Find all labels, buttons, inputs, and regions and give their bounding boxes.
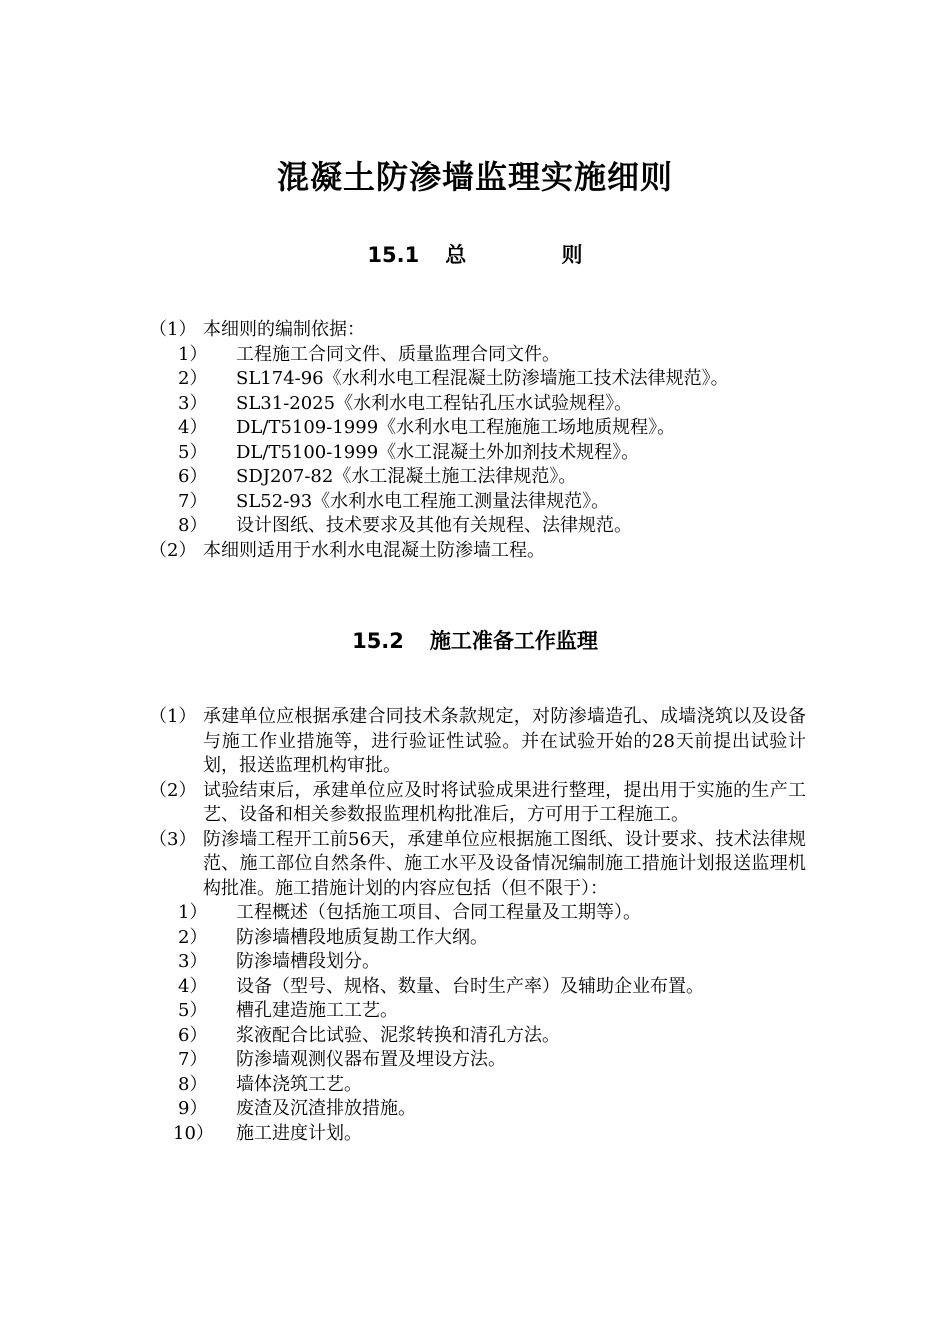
paragraph	[0, 539, 806, 564]
list-item-number: 1）	[178, 902, 208, 923]
list-item-text: 防渗墙槽段划分。	[236, 951, 380, 972]
list-item	[0, 1097, 806, 1122]
list-item-number: 2）	[178, 926, 208, 948]
list-item-text: 设计图纸、技术要求及其他有关规程、法律规范。	[236, 515, 632, 536]
list-item-number: 5）	[178, 441, 208, 463]
paragraph-number: （3）	[149, 828, 197, 850]
list-item-text: SDJ207-82《水工混凝土施工法律规范》。	[236, 466, 577, 487]
paragraph-text: 本细则适用于水利水电混凝土防渗墙工程。	[203, 539, 545, 561]
list-item	[0, 392, 806, 417]
list-item-text: 浆液配合比试验、泥浆转换和清孔方法。	[236, 1024, 560, 1046]
list-item-text: SL52-93《水利水电工程施工测量法律规范》。	[236, 490, 610, 512]
list-item-number: 6）	[178, 1024, 208, 1046]
paragraph	[0, 705, 806, 779]
paragraph-number: （2）	[149, 779, 197, 801]
list-item	[0, 490, 806, 515]
list-item	[0, 367, 806, 392]
list-item	[0, 343, 806, 368]
section-title: 总 则	[445, 243, 627, 267]
list-item-text: 废渣及沉渣排放措施。	[236, 1098, 416, 1119]
list-item-text: 防渗墙槽段地质复勘工作大纲。	[236, 926, 488, 948]
paragraph-text: 试验结束后，承建单位应及时将试验成果进行整理，提出用于实施的生产工艺、设备和相关参数报监理机构批准后，方可用于工程施工。	[203, 779, 806, 825]
list-item	[0, 950, 806, 975]
list-item-number: 6）	[178, 466, 208, 487]
list-item-number: 1）	[178, 343, 208, 365]
section-title: 施工准备工作监理	[429, 629, 598, 653]
list-item	[0, 441, 806, 466]
list-item	[0, 1024, 806, 1049]
section-number: 15.1	[367, 243, 420, 267]
list-item	[0, 1122, 806, 1147]
list-item-text: 施工进度计划。	[236, 1122, 362, 1144]
list-item	[0, 901, 806, 926]
list-item-text: DL/T5100-1999《水工混凝土外加剂技术规程》。	[236, 441, 640, 463]
list-item-number: 4）	[178, 417, 208, 438]
list-item-number: 3）	[178, 392, 208, 414]
list-item-text: SL31-2025《水利水电工程钻孔压水试验规程》。	[236, 392, 633, 414]
list-item	[0, 465, 806, 490]
list-item-number: 2）	[178, 368, 208, 389]
section-body-preparation	[0, 705, 950, 1146]
list-item-text: 工程施工合同文件、质量监理合同文件。	[236, 343, 560, 365]
list-item	[0, 1048, 806, 1073]
list-item-text: 工程概述（包括施工项目、合同工程量及工期等）。	[236, 902, 641, 923]
paragraph-number: （2）	[149, 539, 197, 561]
list-item-number: 4）	[178, 975, 208, 997]
list-item-number: 3）	[178, 951, 208, 972]
list-item-number: 5）	[178, 1000, 208, 1021]
list-item-number: 7）	[178, 490, 208, 512]
paragraph	[0, 779, 806, 828]
paragraph-number: （1）	[149, 706, 197, 727]
paragraph-text: 防渗墙工程开工前56天，承建单位应根据施工图纸、设计要求、技术法律规范、施工部位自然条件、施工水平及设备情况编制施工措施计划报送监理机构批准。施工措施计划的内容应包括（但不限于）：	[203, 828, 806, 899]
list-item	[0, 1073, 806, 1098]
paragraph-text: 本细则的编制依据：	[203, 319, 365, 340]
section-heading-general	[0, 239, 950, 269]
section-body-general	[0, 318, 950, 563]
section-number: 15.2	[352, 629, 404, 653]
list-item-number: 10）	[173, 1122, 214, 1144]
section-heading-preparation	[0, 625, 950, 655]
list-item-text: 设备（型号、规格、数量、台时生产率）及辅助企业布置。	[236, 975, 704, 997]
list-item	[0, 975, 806, 1000]
list-item-text: DL/T5109-1999《水利水电工程施施工场地质规程》。	[236, 417, 676, 438]
list-item-number: 8）	[178, 1073, 208, 1095]
paragraph	[0, 828, 806, 902]
list-item	[0, 926, 806, 951]
paragraph-number: （1）	[149, 319, 197, 340]
list-item-number: 7）	[178, 1049, 208, 1070]
list-item-text: SL174-96《水利水电工程混凝土防渗墙施工技术法律规范》。	[236, 368, 729, 389]
list-item-text: 墙体浇筑工艺。	[236, 1073, 362, 1095]
list-item	[0, 999, 806, 1024]
list-item	[0, 514, 806, 539]
list-item-text: 槽孔建造施工工艺。	[236, 1000, 398, 1021]
list-item-number: 9）	[178, 1098, 208, 1119]
list-item-number: 8）	[178, 515, 208, 536]
list-item-text: 防渗墙观测仪器布置及埋设方法。	[236, 1049, 506, 1070]
paragraph-text: 承建单位应根据承建合同技术条款规定，对防渗墙造孔、成墙浇筑以及设备与施工作业措施等，进行验证性试验。并在试验开始的28天前提出试验计划，报送监理机构审批。	[203, 706, 806, 776]
paragraph	[0, 318, 806, 343]
list-item	[0, 416, 806, 441]
document-title: 混凝土防渗墙监理实施细则	[276, 158, 673, 196]
